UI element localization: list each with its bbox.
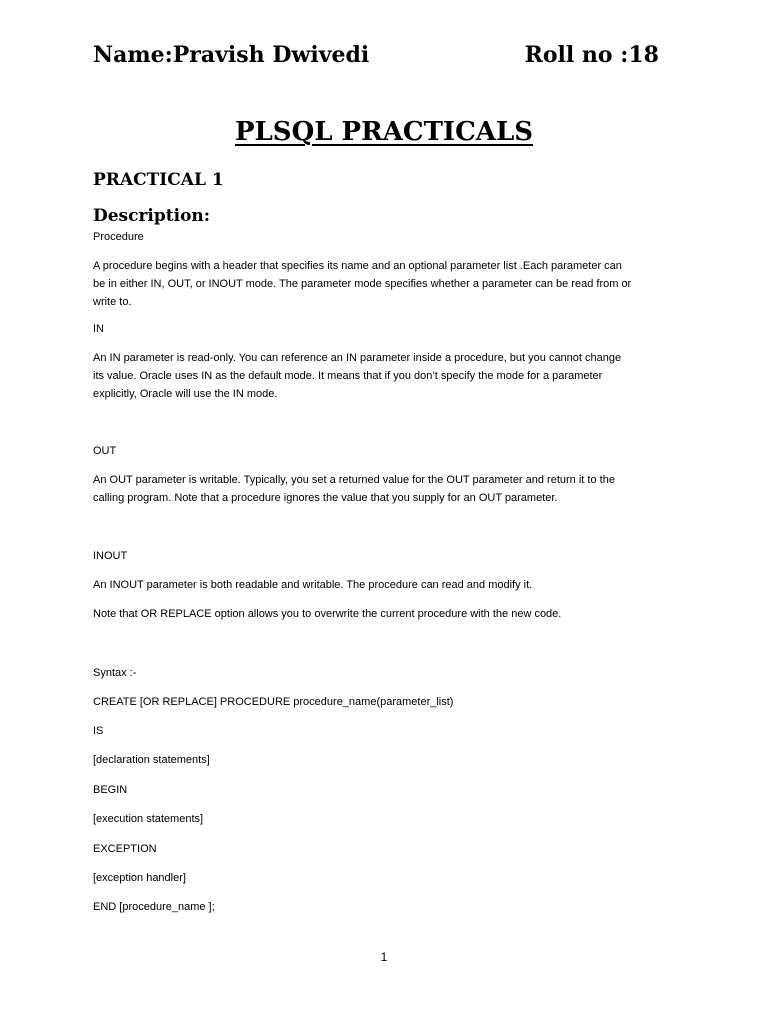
text-line: write to. — [93, 296, 132, 308]
syntax-line: IS — [93, 725, 104, 737]
page-number: 1 — [380, 950, 388, 964]
text-line: its value. Oracle uses IN as the default mode. It means that if you don’t specify the mode for a parameter — [93, 370, 603, 382]
syntax-line: [exception handler] — [93, 872, 186, 884]
text-line: OUT — [93, 445, 117, 457]
student-name: Name:Pravish Dwivedi — [93, 42, 370, 68]
syntax-line: EXCEPTION — [93, 843, 157, 855]
text-line: An OUT parameter is writable. Typically, you set a returned value for the OUT parameter and return it to the — [93, 474, 615, 486]
text-line: An INOUT parameter is both readable and writable. The procedure can read and modify it. — [93, 579, 533, 591]
page-header — [93, 42, 673, 76]
syntax-line: BEGIN — [93, 784, 128, 796]
text-line: Syntax :- — [93, 667, 137, 679]
syntax-line: CREATE [OR REPLACE] PROCEDURE procedure_name(parameter_list) — [93, 696, 454, 708]
text-line: A procedure begins with a header that specifies its name and an optional parameter list .Each parameter can — [93, 260, 622, 272]
text-line: Procedure — [93, 231, 144, 243]
syntax-line: [declaration statements] — [93, 754, 210, 766]
text-line: IN — [93, 323, 104, 335]
text-line: Note that OR REPLACE option allows you to overwrite the current procedure with the new code. — [93, 608, 562, 620]
text-line: An IN parameter is read-only. You can reference an IN parameter inside a procedure, but you cannot change — [93, 352, 622, 364]
text-line: explicitly, Oracle will use the IN mode. — [93, 388, 278, 400]
text-line: be in either IN, OUT, or INOUT mode. The parameter mode specifies whether a parameter can be read from or — [93, 278, 632, 290]
text-line: calling program. Note that a procedure ignores the value that you supply for an OUT parameter. — [93, 492, 558, 504]
syntax-line: [execution statements] — [93, 813, 204, 825]
description-heading: Description: — [93, 206, 211, 226]
roll-number: Roll no :18 — [524, 42, 659, 68]
document-title-text: PLSQL PRACTICALS — [234, 117, 534, 147]
text-line: INOUT — [93, 550, 128, 562]
syntax-line: END [procedure_name ]; — [93, 901, 215, 913]
document-title — [0, 117, 768, 147]
practical-heading: PRACTICAL 1 — [93, 170, 224, 190]
